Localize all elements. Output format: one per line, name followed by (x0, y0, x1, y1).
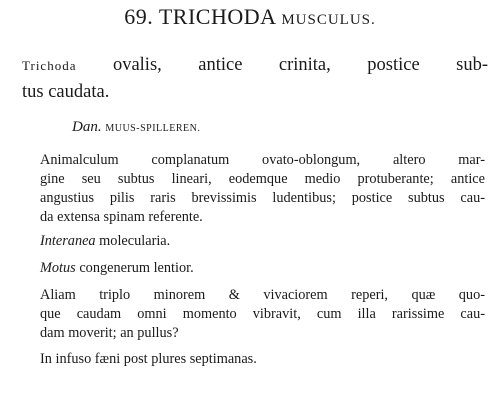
species-diagnosis (22, 52, 488, 105)
species-name: MUSCULUS. (281, 12, 376, 28)
description-line-3: angustius pilis raris brevissimis ludentibus; postice subtus cau- (40, 190, 485, 206)
description-line-1: Animalculum complanatum ovato-oblongum, altero mar- (40, 152, 485, 168)
habitat-paragraph (40, 350, 485, 369)
diagnosis-genus: Trichoda (22, 58, 77, 73)
interanea-paragraph (40, 232, 485, 251)
diagnosis-line-2: tus caudata. (22, 82, 110, 102)
description-paragraph (40, 151, 485, 227)
diagnosis-line-1 (22, 52, 488, 79)
habitat-line: In infuso fæni post plures septimanas. (40, 351, 257, 367)
species-heading (0, 4, 500, 30)
reference-author: Dan. (72, 119, 102, 135)
motus-line (40, 259, 485, 278)
reference-line (72, 119, 472, 136)
description-line-4: da extensa spinam referente. (40, 209, 203, 225)
observation-line-2: que caudam omni momento vibravit, cum illa rarissime cau- (40, 306, 485, 322)
genus-name: TRICHODA (158, 4, 276, 29)
motus-label: Motus (40, 260, 76, 276)
reference-name: MUUS-SPILLEREN. (105, 123, 201, 134)
observation-line-3: dam moverit; an pullus? (40, 325, 179, 341)
motus-paragraph (40, 259, 485, 278)
observation-line-1: Aliam triplo minorem & vivaciorem reperi, quæ quo- (40, 287, 485, 303)
interanea-text: molecularia. (99, 233, 171, 249)
diagnosis-text-1: ovalis, antice crinita, postice sub- (112, 55, 488, 75)
interanea-line (40, 232, 485, 251)
species-number: 69. (124, 4, 154, 29)
motus-text: congenerum lentior. (79, 260, 194, 276)
observation-paragraph (40, 286, 485, 343)
description-line-2: gine seu subtus lineari, eodemque medio protuberante; antice (40, 171, 485, 187)
interanea-label: Interanea (40, 233, 96, 249)
